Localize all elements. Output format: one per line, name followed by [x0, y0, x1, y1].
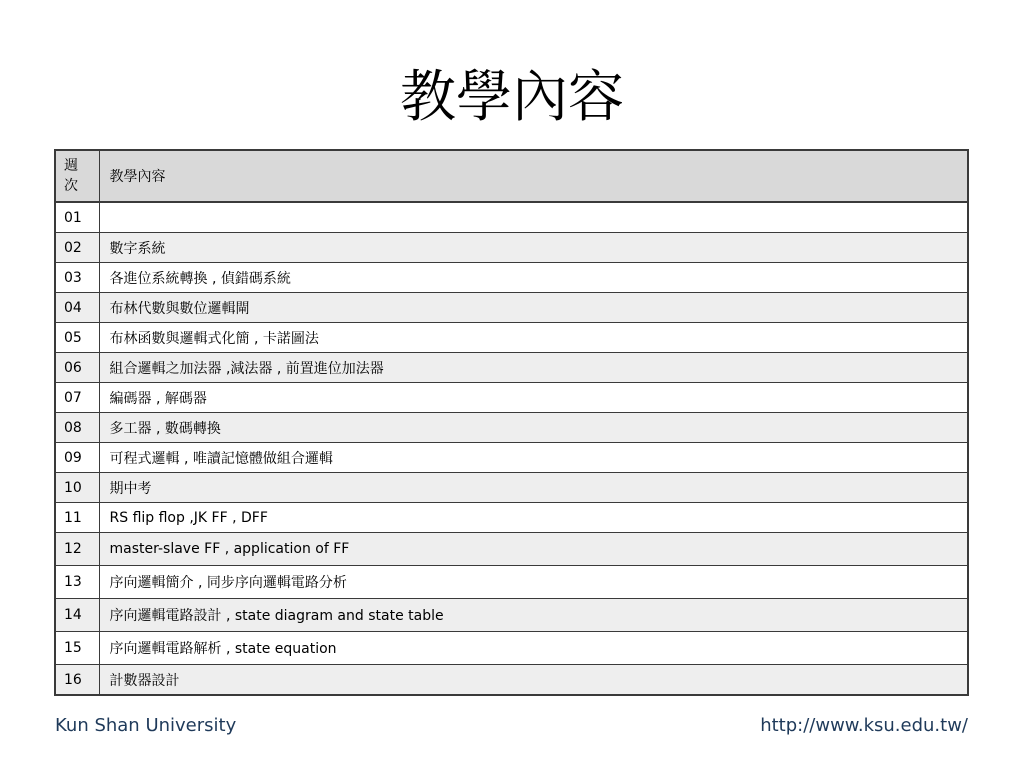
week-cell: 06 — [55, 353, 99, 383]
table-row — [55, 233, 968, 263]
content-cell: 編碼器 , 解碼器 — [99, 383, 968, 413]
table-row — [55, 263, 968, 293]
table-row — [55, 473, 968, 503]
table-row — [55, 202, 968, 233]
week-cell: 13 — [55, 566, 99, 599]
table-row — [55, 632, 968, 665]
content-cell: 可程式邏輯 , 唯讀記憶體做組合邏輯 — [99, 443, 968, 473]
table-row — [55, 665, 968, 696]
header-week-line1: 週 — [64, 158, 78, 174]
week-cell: 01 — [55, 202, 99, 233]
week-cell: 09 — [55, 443, 99, 473]
content-cell: 組合邏輯之加法器 ,減法器 , 前置進位加法器 — [99, 353, 968, 383]
week-cell: 08 — [55, 413, 99, 443]
content-cell: 期中考 — [99, 473, 968, 503]
footer-university: Kun Shan University — [55, 715, 237, 736]
header-content: 教學內容 — [99, 150, 968, 202]
week-cell: 16 — [55, 665, 99, 696]
table-row — [55, 323, 968, 353]
slide-title: 教學內容 — [400, 65, 624, 130]
content-cell: 布林代數與數位邏輯閘 — [99, 293, 968, 323]
week-cell: 14 — [55, 599, 99, 632]
week-cell: 10 — [55, 473, 99, 503]
week-cell: 12 — [55, 533, 99, 566]
table-row — [55, 599, 968, 632]
content-cell: 多工器 , 數碼轉換 — [99, 413, 968, 443]
content-cell: 布林函數與邏輯式化簡 , 卡諾圖法 — [99, 323, 968, 353]
table-row — [55, 533, 968, 566]
header-week — [55, 150, 99, 202]
week-cell: 04 — [55, 293, 99, 323]
table-row — [55, 353, 968, 383]
table-row — [55, 383, 968, 413]
content-cell: 序向邏輯簡介 , 同步序向邏輯電路分析 — [99, 566, 968, 599]
table-row — [55, 443, 968, 473]
header-week-line2: 次 — [64, 178, 78, 194]
week-cell: 07 — [55, 383, 99, 413]
content-cell: 序向邏輯電路解析 , state equation — [99, 632, 968, 665]
week-cell: 02 — [55, 233, 99, 263]
week-cell: 05 — [55, 323, 99, 353]
table-row — [55, 503, 968, 533]
week-cell: 03 — [55, 263, 99, 293]
week-cell: 15 — [55, 632, 99, 665]
week-cell: 11 — [55, 503, 99, 533]
content-cell: 數字系統 — [99, 233, 968, 263]
table-row — [55, 566, 968, 599]
table-header-row — [55, 150, 968, 202]
table-row — [55, 413, 968, 443]
content-cell — [99, 202, 968, 233]
content-cell: master-slave FF , application of FF — [99, 533, 968, 566]
footer-url: http://www.ksu.edu.tw/ — [760, 715, 968, 736]
content-cell: 各進位系統轉換 , 偵錯碼系統 — [99, 263, 968, 293]
content-cell: 序向邏輯電路設計 , state diagram and state table — [99, 599, 968, 632]
content-cell: RS flip flop ,JK FF , DFF — [99, 503, 968, 533]
syllabus-table — [54, 149, 969, 696]
content-cell: 計數器設計 — [99, 665, 968, 696]
table-row — [55, 293, 968, 323]
